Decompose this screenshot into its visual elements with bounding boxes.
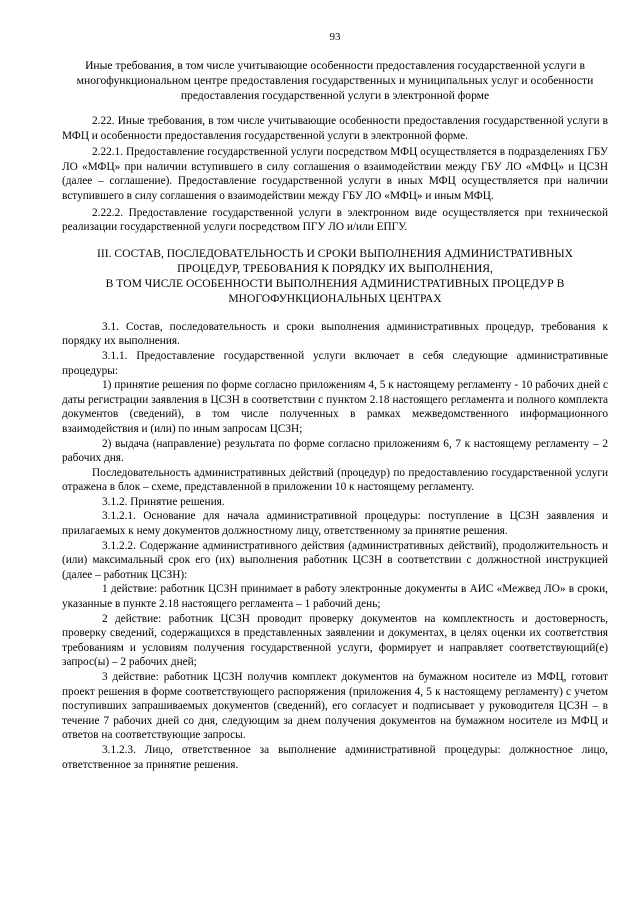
paragraph-2-22-2: 2.22.2. Предоставление государственной услуги в электронном виде осуществляется при технической реализации государственной услуги посредством ПГУ ЛО и/или ЕПГУ. xyxy=(62,206,608,234)
action-3: 3 действие: работник ЦСЗН получив комплект документов на бумажном носителе из МФЦ, готовит проект решения в форме соответствующего распоряжения (приложения 4, 5 к настоящему регламенту) с учетом поступивших запрашиваемых документов (сведений), его согласует и подписывает у руководителя ЦСЗН – в течение 7 рабочих дней со дня, следующим за днем получения документов на бумажном носителе из МФЦ и ответов на соответствующие запросы. xyxy=(62,671,608,742)
paragraph-3-1-2-2: 3.1.2.2. Содержание административного действия (административных действий), продолжительность и (или) максимальный срок его (их) выполнения работник ЦСЗН в соответствии с должностной инструкцией (далее – работник ЦСЗН): xyxy=(62,539,608,581)
part-heading-line-3: В ТОМ ЧИСЛЕ ОСОБЕННОСТИ ВЫПОЛНЕНИЯ АДМИНИСТРАТИВНЫХ ПРОЦЕДУР В xyxy=(105,276,565,290)
paragraph-2-22: 2.22. Иные требования, в том числе учитывающие особенности предоставления государственной услуги в МФЦ и особенности предоставления государственной услуги в электронной форме. xyxy=(62,115,608,142)
paragraph-3-1-2: 3.1.2. Принятие решения. xyxy=(102,495,225,508)
part-heading-line-4: МНОГОФУНКЦИОНАЛЬНЫХ ЦЕНТРАХ xyxy=(228,291,442,305)
paragraph-2-22-1: 2.22.1. Предоставление государственной услуги посредством МФЦ осуществляется в подразделениях ГБУ ЛО «МФЦ» при наличии вступившего в силу соглашения о взаимодействии между ГБУ ЛО «МФЦ» и ЦСЗН (далее – соглашение). Предоставление государственной услуги в иных МФЦ осуществляется при наличии вступившего в силу соглашения о взаимодействии между ГБУ ЛО «МФЦ» и иным МФЦ. xyxy=(62,146,608,202)
list-item-2: 2) выдача (направление) результата по форме согласно приложениям 6, 7 к настоящему регламенту – 2 рабочих дня. xyxy=(62,437,608,465)
paragraph-sequence: Последовательность административных действий (процедур) по предоставлению государственной услуги отражена в блок – схеме, представленной в приложении 10 к настоящему регламенту. xyxy=(62,466,608,494)
part-heading-line-1: III. СОСТАВ, ПОСЛЕДОВАТЕЛЬНОСТЬ И СРОКИ ВЫПОЛНЕНИЯ АДМИНИСТРАТИВНЫХ xyxy=(96,246,574,260)
part-heading-line-2: ПРОЦЕДУР, ТРЕБОВАНИЯ К ПОРЯДКУ ИХ ВЫПОЛНЕНИЯ, xyxy=(177,261,493,275)
paragraph-3-1-2-1: 3.1.2.1. Основание для начала административной процедуры: поступление в ЦСЗН заявления и прилагаемых к нему документов должностному лицу, ответственному за принятие решения. xyxy=(62,510,608,538)
paragraph-3-1-2-3: 3.1.2.3. Лицо, ответственное за выполнение административной процедуры: должностное лицо, ответственное за принятие решения. xyxy=(62,743,608,771)
action-2: 2 действие: работник ЦСЗН проводит проверку документов на комплектность и достоверность, проверку сведений, содержащихся в представленных заявлении и документах, в целях оценки их соответствия требованиям и условиям получения государственной услуги, формирует и направляет соответствующий(е) запрос(ы) – 2 рабочих дней; xyxy=(62,612,608,669)
document-body xyxy=(62,114,608,235)
paragraph-3-1-1: 3.1.1. Предоставление государственной услуги включает в себя следующие административные процедуры: xyxy=(62,349,608,377)
document-body-part-3 xyxy=(62,320,608,772)
section-heading: Иные требования, в том числе учитывающие особенности предоставления государственной услуги в многофункциональном центре предоставления государственных и муниципальных услуг и особенности предоставления государственной услуги в электронной форме xyxy=(76,59,594,102)
part-heading xyxy=(62,246,608,306)
paragraph-3-1: 3.1. Состав, последовательность и сроки выполнения административных процедур, требования к порядку их выполнения. xyxy=(62,320,608,348)
action-1: 1 действие: работник ЦСЗН принимает в работу электронные документы в АИС «Межвед ЛО» в сроки, указанные в пункте 2.18 настоящего регламента – 1 рабочий день; xyxy=(62,583,608,611)
page-number: 93 xyxy=(329,31,341,43)
list-item-1: 1) принятие решения по форме согласно приложениям 4, 5 к настоящему регламенту - 10 рабочих дней с даты регистрации заявления в ЦСЗН в соответствии с пунктом 2.18 настоящего регламента и полного комплекта документов (сведений), в том числе полученных в рамках межведомственного информационного взаимодействия и (или) по иным запросам ЦСЗН; xyxy=(62,379,608,435)
